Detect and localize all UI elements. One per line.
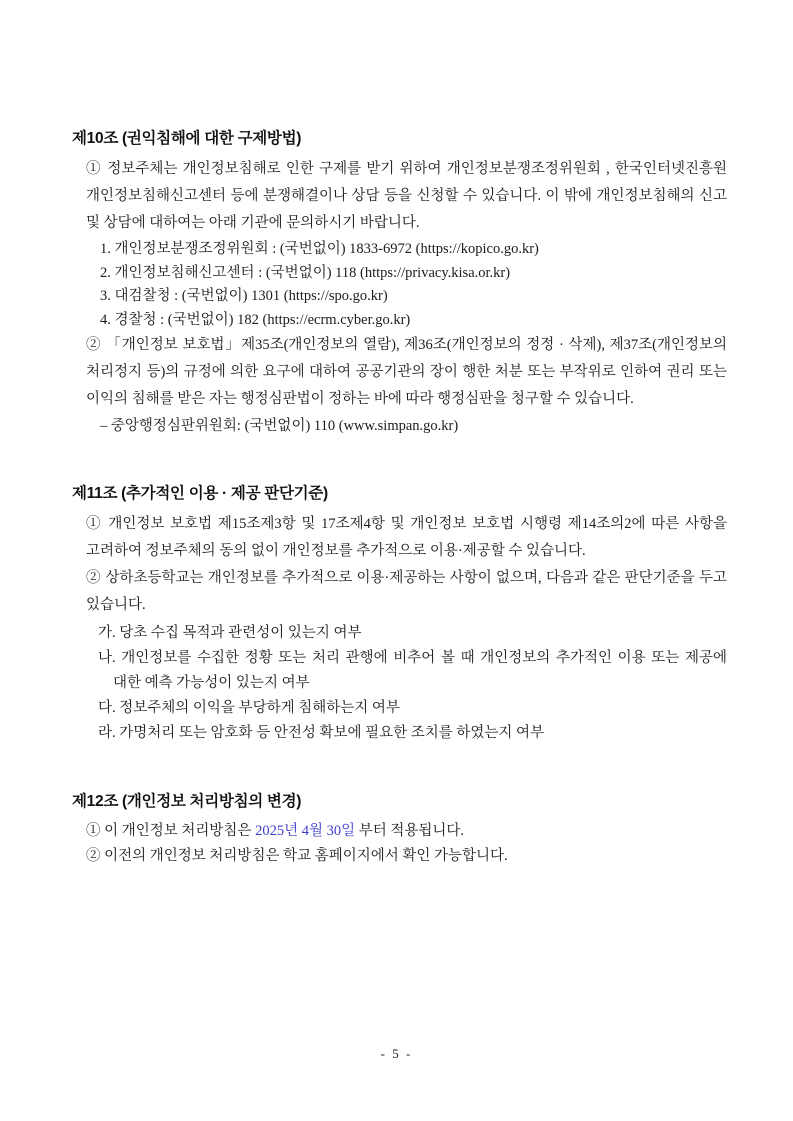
criteria-list-item: 나. 개인정보를 수집한 정황 또는 처리 관행에 비추어 볼 때 개인정보의 추가적인 이용 또는 제공에 대한 예측 가능성이 있는지 여부 — [98, 650, 727, 691]
criteria-list-item: 가. 당초 수집 목적과 관련성이 있는지 여부 — [98, 625, 362, 641]
article-11-paragraph-2: ② 상하초등학교는 개인정보를 추가적으로 이용·제공하는 사항이 없으며, 다음과 같은 판단기준을 두고 있습니다. — [86, 570, 727, 613]
effective-date: 2025년 4월 30일 — [255, 823, 356, 839]
article-11-criteria-list — [72, 621, 727, 746]
criteria-list-item: 다. 정보주체의 이익을 부당하게 침해하는지 여부 — [98, 700, 400, 716]
article-10-agency-list — [72, 238, 727, 332]
page-number: - 5 - — [380, 1046, 413, 1061]
article-11-paragraph-1: ① 개인정보 보호법 제15조제3항 및 17조제4항 및 개인정보 보호법 시행령 제14조의2에 따른 사항을 고려하여 정보주체의 동의 없이 개인정보를 추가적으로 이용·제공할 수 있습니다. — [86, 516, 727, 559]
article-11-heading: 제11조 (추가적인 이용 · 제공 판단기준) — [72, 485, 328, 502]
article-10-heading: 제10조 (권익침해에 대한 구제방법) — [72, 130, 302, 147]
effective-date-prefix: ① 이 개인정보 처리방침은 — [86, 823, 256, 839]
criteria-list-item: 라. 가명처리 또는 암호화 등 안전성 확보에 필요한 조치를 하였는지 여부 — [98, 725, 545, 741]
article-11-section — [72, 484, 727, 746]
effective-date-suffix: 부터 적용됩니다. — [355, 823, 465, 839]
article-10-section — [72, 129, 727, 438]
agency-list-item: 2. 개인정보침해신고센터 : (국번없이) 118 (https://privacy.kisa.or.kr) — [100, 264, 511, 281]
article-12-heading: 제12조 (개인정보 처리방침의 변경) — [72, 793, 302, 810]
article-10-dash-item: – 중앙행정심판위원회: (국번없이) 110 (www.simpan.go.kr) — [100, 418, 459, 434]
agency-list-item: 1. 개인정보분쟁조정위원회 : (국번없이) 1833-6972 (https://kopico.go.kr) — [100, 241, 539, 257]
agency-list-item: 4. 경찰청 : (국번없이) 182 (https://ecrm.cyber.go.kr) — [100, 311, 411, 328]
article-12-section — [72, 792, 727, 868]
article-10-paragraph-1: ① 정보주체는 개인정보침해로 인한 구제를 받기 위하여 개인정보분쟁조정위원회 , 한국인터넷진흥원 개인정보침해신고센터 등에 분쟁해결이나 상담 등을 신청할 수 있습니다. 이 밖에 개인정보침해의 신고 및 상담에 대하여는 아래 기관에 문의하시기 바랍니다. — [86, 161, 727, 231]
article-12-paragraph-2: ② 이전의 개인정보 처리방침은 학교 홈페이지에서 확인 가능합니다. — [86, 847, 508, 864]
article-10-paragraph-2: ② 「개인정보 보호법」제35조(개인정보의 열람), 제36조(개인정보의 정정 · 삭제), 제37조(개인정보의 처리정지 등)의 규정에 의한 요구에 대하여 공공기관의 장이 행한 처분 또는 부작위로 인하여 권리 또는 이익의 침해를 받은 자는 행정심판법이 정하는 바에 따라 행정심판을 청구할 수 있습니다. — [86, 337, 727, 407]
agency-list-item: 3. 대검찰청 : (국번없이) 1301 (https://spo.go.kr) — [100, 288, 388, 304]
article-12-paragraph-1 — [72, 819, 727, 844]
